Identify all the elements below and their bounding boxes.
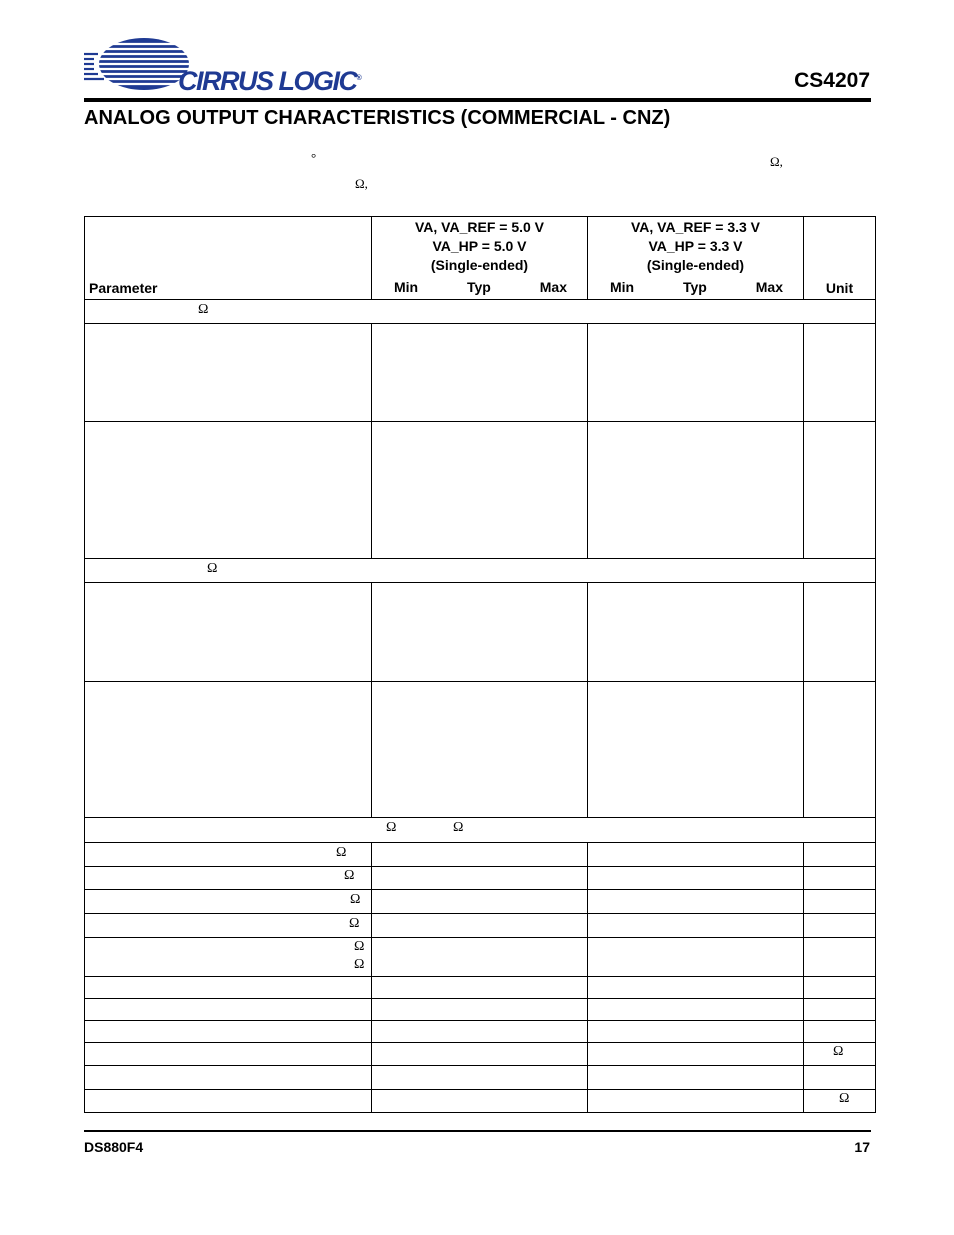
section-row (85, 818, 876, 843)
parameter-label: Parameter (89, 280, 158, 296)
table-row (85, 1021, 876, 1043)
degree-symbol: ° (311, 150, 317, 165)
group-b-header (588, 217, 804, 300)
part-number: CS4207 (794, 69, 870, 92)
unit-label: Unit (825, 280, 854, 296)
omega-symbol: Ω (350, 892, 361, 907)
omega-symbol: Ω (839, 1091, 850, 1106)
analog-output-table (84, 216, 876, 1113)
group-a-header (372, 217, 588, 300)
table-row (85, 324, 876, 422)
logo-wordmark: CIRRUS LOGIC® (178, 66, 362, 96)
table-row (85, 890, 876, 914)
page-number: 17 (854, 1139, 870, 1155)
min-label: Min (610, 279, 635, 295)
section-row (85, 559, 876, 583)
max-label: Max (539, 279, 567, 295)
omega-symbol: Ω (198, 302, 209, 317)
group-a-supply: VA, VA_REF = 5.0 V (414, 219, 545, 235)
omega-symbol: Ω (453, 820, 464, 835)
table-row (85, 682, 876, 818)
omega-symbol: Ω (386, 820, 397, 835)
section-row (85, 300, 876, 324)
group-a-hp: VA_HP = 5.0 V (432, 238, 527, 254)
omega-symbol: Ω (349, 916, 360, 931)
table-row (85, 999, 876, 1021)
omega-symbol: Ω (207, 561, 218, 576)
header-rule (84, 98, 871, 101)
table-row (85, 914, 876, 938)
table-row (85, 1066, 876, 1090)
table-row (85, 1043, 876, 1066)
section-3 (85, 818, 876, 843)
omega-symbol: Ω, (355, 176, 368, 191)
table-row (85, 583, 876, 682)
unit-header (804, 217, 876, 300)
min-label: Min (394, 279, 419, 295)
omega-symbol: Ω (833, 1044, 844, 1059)
omega-symbol: Ω (344, 868, 355, 883)
page-title: ANALOG OUTPUT CHARACTERISTICS (COMMERCIAL - CNZ) (84, 107, 671, 129)
group-b-supply: VA, VA_REF = 3.3 V (630, 219, 761, 235)
table-row (85, 1090, 876, 1113)
group-a-mode: (Single-ended) (430, 257, 529, 273)
footer-rule (84, 1130, 871, 1132)
table-row (85, 422, 876, 559)
typ-label: Typ (683, 279, 707, 295)
omega-symbol: Ω (336, 845, 347, 860)
omega-symbol: Ω (354, 957, 365, 972)
table-row (85, 843, 876, 867)
parameter-header (85, 217, 372, 300)
table-row (85, 867, 876, 890)
omega-symbol: Ω (354, 939, 365, 954)
document-id: DS880F4 (84, 1139, 144, 1155)
group-b-mode: (Single-ended) (646, 257, 745, 273)
omega-symbol: Ω, (770, 154, 783, 169)
max-label: Max (755, 279, 783, 295)
table-row (85, 938, 876, 977)
typ-label: Typ (467, 279, 491, 295)
table-header-row (85, 217, 876, 300)
section-1 (85, 300, 876, 324)
group-b-hp: VA_HP = 3.3 V (648, 238, 743, 254)
section-2 (85, 559, 876, 583)
table-row (85, 977, 876, 999)
